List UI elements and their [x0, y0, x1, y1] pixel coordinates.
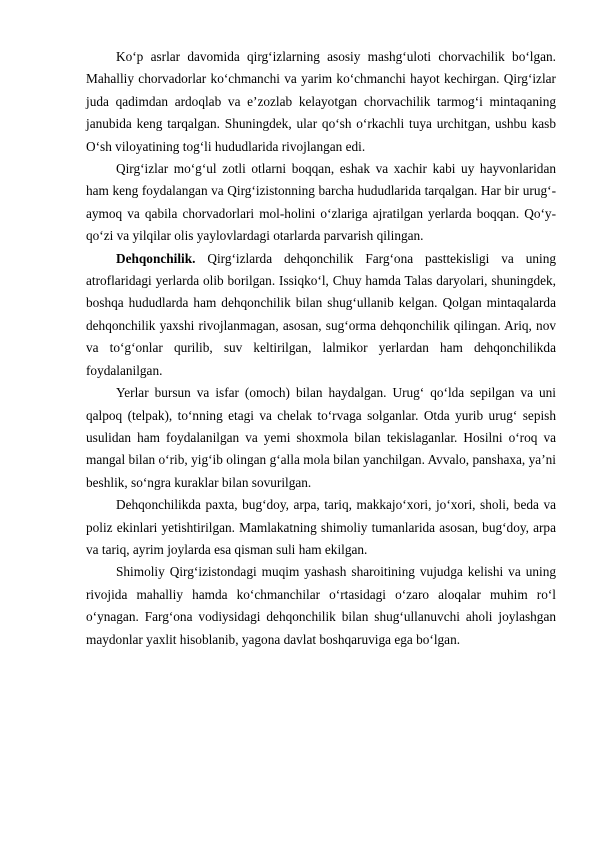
paragraph-text: Ko‘p asrlar davomida qirg‘izlarning asosiy mashg‘uloti chorvachilik bo‘lgan. Mahalliy chorvadorlar ko‘chmanchi va yarim ko‘chmanchi hayot kechirgan. Qirg‘izlar juda qadimdan ardoqlab va e’zozlab kelayotgan chorvachilik tarmog‘i mintaqaning janubida keng tarqalgan. Shuningdek, ular qo‘sh o‘rkachli tuya urchitgan, ushbu kasb O‘sh viloyatining tog‘li hududlarida rivojlangan edi. [86, 49, 556, 154]
paragraph-text: Shimoliy Qirg‘izistondagi muqim yashash sharoitining vujudga kelishi va uning rivojida mahalliy hamda ko‘chmanchilar o‘rtasidagi o‘zaro aloqalar muhim ro‘l o‘ynagan. Farg‘ona vodiysidagi dehqonchilik bilan shug‘ullanuvchi aholi joylashgan maydonlar yaxlit hisoblanib, yagona davlat boshqaruviga ega bo‘lgan. [86, 564, 556, 647]
paragraph-crops [86, 494, 556, 561]
paragraph-tillage [86, 382, 556, 494]
paragraph-lead-heading: Dehqonchilik. [116, 250, 196, 266]
paragraph-livestock [86, 46, 556, 158]
paragraph-settlement [86, 561, 556, 651]
paragraph-text: Qirg‘izlarda dehqonchilik Farg‘ona pasttekisligi va uning atroflaridagi yerlarda olib borilgan. Issiqko‘l, Chuy hamda Talas daryolari, shuningdek, boshqa hududlarda ham dehqonchilik bilan shug‘ullanib kelgan. Qolgan mintaqalarda dehqonchilik yaxshi rivojlanmagan, asosan, sug‘orma dehqonchilik qilingan. Ariq, nov va to‘g‘onlar qurilib, suv keltirilgan, lalmikor yerlardan ham dehqonchilikda foydalanilgan. [86, 250, 556, 378]
paragraph-agriculture [86, 248, 556, 382]
paragraph-text: Dehqonchilikda paxta, bug‘doy, arpa, tariq, makkajo‘xori, jo‘xori, sholi, beda va poliz ekinlari yetishtirilgan. Mamlakatning shimoliy tumanlarida asosan, bug‘doy, arpa va tariq, ayrim joylarda esa qisman suli ham ekilgan. [86, 497, 556, 557]
paragraph-horses [86, 158, 556, 248]
paragraph-text: Yerlar bursun va isfar (omoch) bilan haydalgan. Urug‘ qo‘lda sepilgan va uni qalpoq (telpak), to‘nning etagi va chelak to‘rvaga solganlar. Otda yurib urug‘ sepish usulidan ham foydalanilgan va yemi shoxmola bilan tekislaganlar. Hosilni o‘roq va mangal bilan o‘rib, yig‘ib olingan g‘alla mola bilan yanchilgan. Avvalo, panshaxa, ya’ni beshlik, so‘ngra kuraklar bilan sovurilgan. [86, 385, 556, 490]
document-body [86, 46, 556, 651]
paragraph-text: Qirg‘izlar mo‘g‘ul zotli otlarni boqqan, eshak va xachir kabi uy hayvonlaridan ham keng foydalangan va Qirg‘izistonning barcha hududlarida tarqalgan. Har bir urug‘-aymoq va qabila chorvadorlari mol-holini o‘zlariga ajratilgan yerlarda boqqan. Qo‘y-qo‘zi va yilqilar olis yaylovlardagi otarlarda parvarish qilingan. [86, 161, 556, 244]
